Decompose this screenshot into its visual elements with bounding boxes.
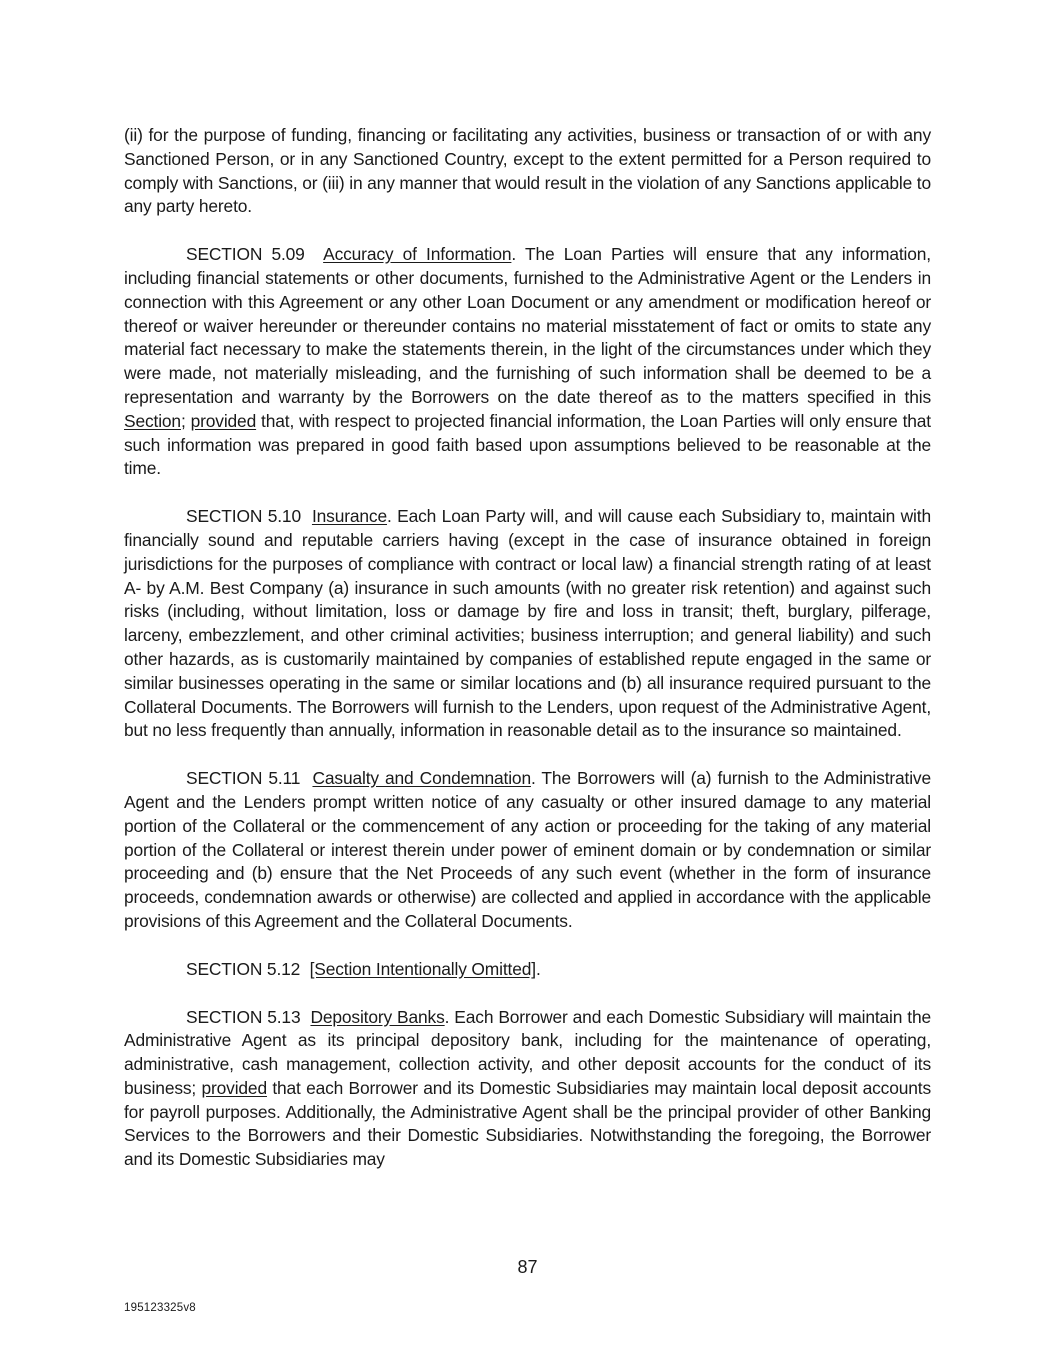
section-title: Depository Banks xyxy=(310,1006,445,1027)
section-5-13 xyxy=(124,1006,931,1173)
section-number: SECTION 5.12 xyxy=(186,958,301,979)
section-5-09 xyxy=(124,243,931,481)
section-text: . Each Loan Party will, and will cause each Subsidiary to, maintain with financially sound and reputable carriers having (except in the case of insurance obtained in foreign jurisdictions for the purposes of compliance with contract or local law) a financial strength rating of at least A- by A.M. Best Company (a) insurance in such amounts (with no greater risk retention) and against such risks (including, without limitation, loss or damage by fire and loss in transit; theft, burglary, pilferage, larceny, embezzlement, and other criminal activities; business interruption; and general liability) and such other hazards, as is customarily maintained by companies of established repute engaged in the same or similar businesses operating in the same or similar locations and (b) all insurance required pursuant to the Collateral Documents. The Borrowers will furnish to the Lenders, upon request of the Administrative Agent, but no less frequently than annually, information in reasonable detail as to the insurance so maintained. xyxy=(124,506,931,741)
section-number: SECTION 5.10 xyxy=(186,506,301,527)
section-title: Insurance xyxy=(311,506,387,527)
document-id: 195123325v8 xyxy=(124,1302,196,1314)
provided-term: provided xyxy=(190,410,257,431)
intro-text: (ii) for the purpose of funding, financing or facilitating any activities, business or transaction of or with any Sanctioned Person, or in any Sanctioned Country, except to the extent permitted for a Person required to comply with Sanctions, or (iii) in any manner that would result in the violation of any Sanctions applicable to any party hereto. xyxy=(124,125,931,217)
section-5-10 xyxy=(124,505,931,743)
section-5-11 xyxy=(124,767,931,934)
section-text-continued: that, with respect to projected financial information, the Loan Parties will only ensure that such information was prepared in good faith based upon assumptions believed to be reasonable at the time. xyxy=(124,410,931,479)
intro-paragraph xyxy=(124,124,931,219)
section-title: [Section Intentionally Omitted] xyxy=(309,958,536,979)
separator: ; xyxy=(180,410,191,431)
section-title: Casualty and Condemnation xyxy=(312,768,531,789)
section-title: Accuracy of Information xyxy=(323,244,512,265)
section-text: . The Borrowers will (a) furnish to the Administrative Agent and the Lenders prompt written notice of any casualty or other insured damage to any material portion of the Collateral or the commencement of any action or proceeding for the taking of any material portion of the Collateral or interest therein under power of eminent domain or by condemnation or similar proceeding and (b) ensure that the Net Proceeds of any such event (whether in the form of insurance proceeds, condemnation awards or otherwise) are collected and applied in accordance with the applicable provisions of this Agreement and the Collateral Documents. xyxy=(124,768,931,931)
section-number: SECTION 5.13 xyxy=(186,1006,301,1027)
page-number: 87 xyxy=(517,1257,538,1277)
section-text: . The Loan Parties will ensure that any information, including financial statements or other documents, furnished to the Administrative Agent or the Lenders in connection with this Agreement or any other Loan Document or any amendment or modification hereof or thereof or waiver hereunder or thereunder contains no material misstatement of fact or omits to state any material fact necessary to make the statements therein, in the light of the circumstances under which they were made, not materially misleading, and the furnishing of such information shall be deemed to be a representation and warranty by the Borrowers on the date thereof as to the matters specified in this xyxy=(124,244,931,407)
section-number: SECTION 5.11 xyxy=(186,768,301,789)
section-reference: Section xyxy=(124,410,181,431)
section-text-continued: that each Borrower and its Domestic Subsidiaries may maintain local deposit accounts for payroll purposes. Additionally, the Administrative Agent shall be the principal provider of other Banking Services to the Borrowers and their Domestic Subsidiaries. Notwithstanding the foregoing, the Borrower and its Domestic Subsidiaries may xyxy=(124,1077,931,1170)
section-text: . Each Borrower and each Domestic Subsidiary will maintain the Administrative Agent as its principal depository bank, including for the maintenance of operating, administrative, cash management, collection activity, and other deposit accounts for the conduct of its business; xyxy=(124,1006,931,1098)
document-body xyxy=(124,124,931,1196)
provided-term: provided xyxy=(201,1077,267,1098)
section-5-12 xyxy=(124,958,931,982)
section-text: . xyxy=(535,958,541,979)
section-number: SECTION 5.09 xyxy=(186,244,305,265)
